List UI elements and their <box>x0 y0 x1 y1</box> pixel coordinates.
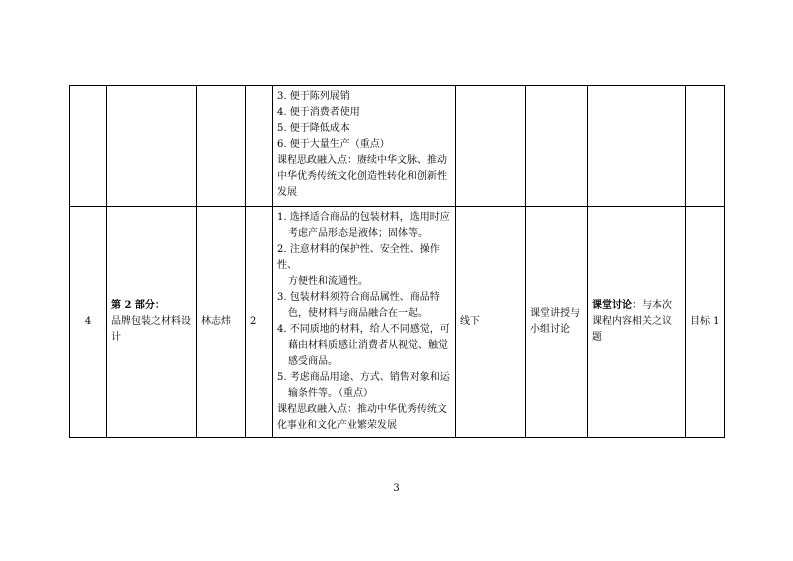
goal-cell <box>686 86 725 207</box>
content-line: 3. 包装材料须符合商品属性、商品特 <box>277 292 440 303</box>
content-line: 5. 便于降低成本 <box>277 123 350 134</box>
content-line: 3. 便于陈列展销 <box>277 91 350 102</box>
row-number-cell: 4 <box>70 207 107 438</box>
content-line: 藉由材料质感让消费者从视觉、触觉 <box>288 340 448 351</box>
course-content-table <box>69 85 725 438</box>
content-line: 化事业和文化产业繁荣发展 <box>277 420 397 431</box>
discussion-label: 课堂讨论 <box>592 300 632 311</box>
content-line: 4. 便于消费者使用 <box>277 107 360 118</box>
content-line: 色，使材料与商品融合在一起。 <box>288 308 428 319</box>
mode-cell <box>456 86 526 207</box>
hours-cell: 2 <box>246 207 273 438</box>
content-line: 感受商品。 <box>288 356 338 367</box>
discussion-cell <box>588 207 686 438</box>
section-cell <box>107 86 197 207</box>
method-cell <box>526 86 588 207</box>
section-title: 第 2 部分： <box>111 300 165 311</box>
content-line: 课程思政融入点：赓续中华文脉、推动 <box>277 155 447 166</box>
content-cell <box>273 207 456 438</box>
content-line: 1. 选择适合商品的包装材料，选用时应 <box>277 212 450 223</box>
content-cell <box>273 86 456 207</box>
content-line: 中华优秀传统文化创造性转化和创新性 <box>277 171 447 182</box>
mode-cell: 线下 <box>456 207 526 438</box>
goal-cell: 目标 1 <box>686 207 725 438</box>
method-cell: 课堂讲授与小组讨论 <box>526 207 588 438</box>
content-line: 发展 <box>277 187 297 198</box>
discussion-text: ：与本次课程内容相关之议题 <box>592 300 672 343</box>
content-line: 输条件等。（重点） <box>288 388 373 399</box>
content-line: 6. 便于大量生产（重点） <box>277 139 390 150</box>
teacher-cell <box>197 86 246 207</box>
table-row <box>70 86 725 207</box>
content-line: 考虑产品形态是液体；固体等。 <box>288 228 428 239</box>
section-cell <box>107 207 197 438</box>
discussion-cell <box>588 86 686 207</box>
content-line: 2. 注意材料的保护性、安全性、操作性、 <box>277 244 440 271</box>
row-number-cell <box>70 86 107 207</box>
content-line: 4. 不同质地的材料，给人不同感觉，可 <box>277 324 450 335</box>
content-line: 5. 考虑商品用途、方式、销售对象和运 <box>277 372 450 383</box>
page-number: 3 <box>393 483 400 494</box>
table-row <box>70 207 725 438</box>
content-line: 课程思政融入点：推动中华优秀传统文 <box>277 404 447 415</box>
content-line: 方便性和流通性。 <box>288 276 368 287</box>
teacher-cell: 林志炜 <box>197 207 246 438</box>
section-name: 品牌包装之材料设计 <box>111 316 191 343</box>
hours-cell <box>246 86 273 207</box>
